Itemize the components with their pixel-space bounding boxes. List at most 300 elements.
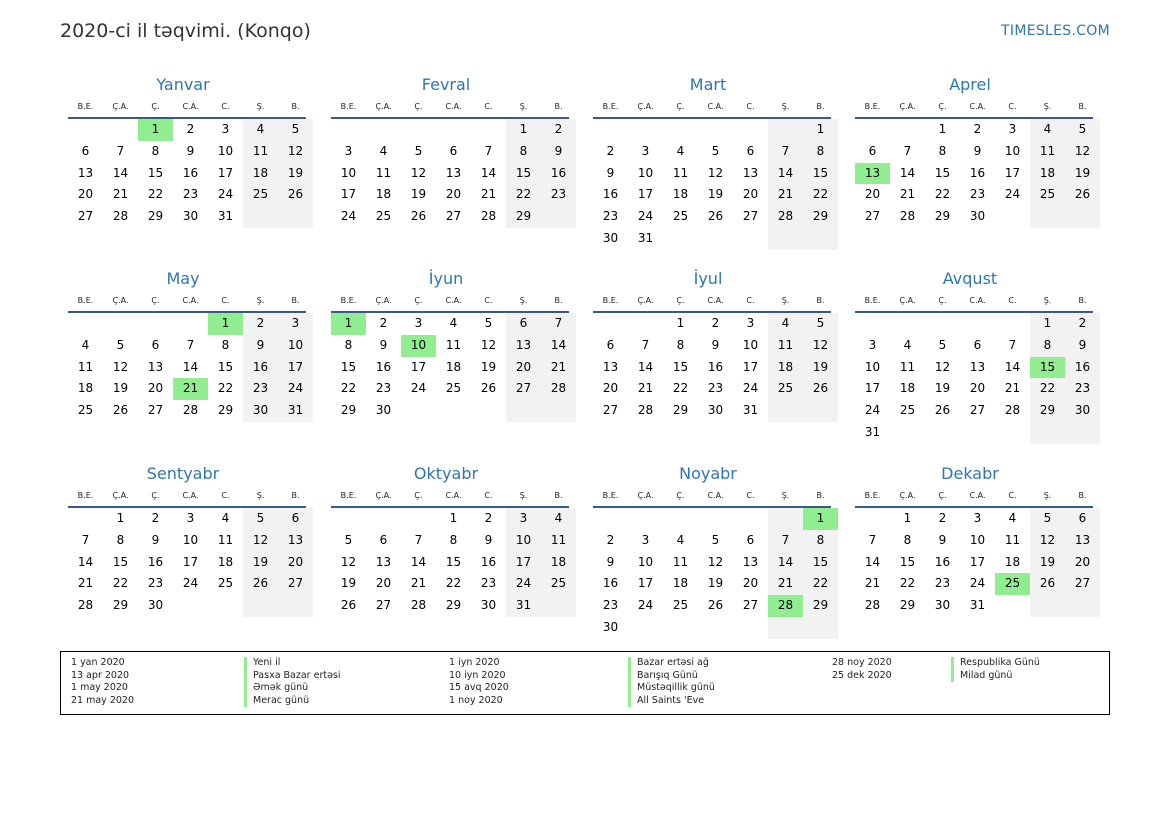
holiday-day-cell: 1 <box>138 119 173 141</box>
day-cell: 11 <box>899 359 916 374</box>
day-cell: 9 <box>541 141 576 163</box>
day-cell: 20 <box>375 576 392 591</box>
day-cell: 2 <box>379 316 388 330</box>
day-cell: 30 <box>480 598 497 613</box>
day-cell: 13 <box>969 359 986 374</box>
day-cell: 11 <box>445 337 462 352</box>
brand-link[interactable]: TIMESLES.COM <box>1001 23 1110 39</box>
day-cell: 6 <box>151 337 160 352</box>
day-cell: 7 <box>641 337 650 352</box>
day-cell: 10 <box>637 165 654 180</box>
day-cell: 5 <box>1030 508 1065 530</box>
empty-cell <box>768 228 803 250</box>
weekday-label: Ş. <box>781 102 790 111</box>
day-cell: 9 <box>606 554 615 569</box>
day-cell: 11 <box>541 530 576 552</box>
day-cell: 8 <box>116 532 125 547</box>
day-cell: 28 <box>864 598 881 613</box>
day-cell: 20 <box>969 381 986 396</box>
day-cell: 25 <box>77 403 94 418</box>
empty-cell <box>995 313 1030 335</box>
empty-cell <box>995 422 1030 444</box>
day-cell: 12 <box>480 337 497 352</box>
day-cell: 8 <box>449 532 458 547</box>
day-cell: 3 <box>641 143 650 158</box>
empty-cell <box>436 119 471 141</box>
day-cell: 4 <box>903 337 912 352</box>
empty-cell <box>436 400 471 422</box>
legend-entry: 25 dek 2020 <box>832 669 892 681</box>
day-cell: 2 <box>484 511 493 525</box>
weekday-label: C. <box>1008 491 1017 500</box>
weekday-label: Ş. <box>519 296 528 305</box>
weekday-label: Ç. <box>151 296 160 305</box>
day-cell: 2 <box>186 122 195 136</box>
legend-dates-3 <box>832 657 892 682</box>
day-cell: 3 <box>414 316 423 330</box>
weekday-header <box>593 485 831 508</box>
day-cell: 21 <box>768 573 803 595</box>
weekday-label: B.E. <box>340 491 357 500</box>
weekday-label: Ç. <box>938 296 947 305</box>
day-cell: 18 <box>243 163 278 185</box>
day-cell: 16 <box>707 359 724 374</box>
day-cell: 21 <box>77 576 94 591</box>
day-cell: 1 <box>116 511 125 525</box>
holiday-day-cell: 10 <box>401 335 436 357</box>
day-cell: 11 <box>672 554 689 569</box>
day-cell: 18 <box>375 187 392 202</box>
month-name: İyun <box>428 269 464 288</box>
day-cell: 23 <box>480 576 497 591</box>
day-cell: 11 <box>375 165 392 180</box>
empty-cell <box>890 422 925 444</box>
day-cell: 19 <box>1030 552 1065 574</box>
legend-entry: 1 iyn 2020 <box>449 657 500 668</box>
day-cell: 5 <box>344 532 353 547</box>
day-cell: 26 <box>112 403 129 418</box>
day-cell: 6 <box>973 337 982 352</box>
day-cell: 22 <box>803 573 838 595</box>
empty-cell <box>663 119 698 141</box>
day-cell: 29 <box>506 206 541 228</box>
weekday-label: Ç.A. <box>899 296 916 305</box>
day-cell: 8 <box>903 532 912 547</box>
day-cell: 6 <box>606 337 615 352</box>
weekday-label: B. <box>816 296 825 305</box>
day-cell: 17 <box>637 187 654 202</box>
day-cell: 9 <box>1065 335 1100 357</box>
day-cell: 29 <box>934 209 951 224</box>
empty-cell <box>401 508 436 530</box>
day-cell: 12 <box>803 335 838 357</box>
day-cell: 11 <box>672 165 689 180</box>
weekday-label: C. <box>484 491 493 500</box>
weekday-label: B.E. <box>340 296 357 305</box>
legend-entry: Milad günü <box>951 670 1040 683</box>
day-cell: 7 <box>768 530 803 552</box>
day-cell: 26 <box>803 378 838 400</box>
day-cell: 26 <box>243 573 278 595</box>
empty-cell <box>401 400 436 422</box>
day-cell: 15 <box>672 359 689 374</box>
day-cell: 14 <box>768 552 803 574</box>
weekday-label: Ç. <box>676 102 685 111</box>
day-cell: 13 <box>147 359 164 374</box>
empty-cell <box>803 400 838 422</box>
weekday-label: Ç.A. <box>375 296 392 305</box>
day-cell: 6 <box>81 143 90 158</box>
day-cell: 2 <box>711 316 720 330</box>
day-cell: 13 <box>506 335 541 357</box>
weekday-label: C.A. <box>182 102 199 111</box>
day-cell: 23 <box>1065 378 1100 400</box>
empty-cell <box>995 595 1030 617</box>
page-title: 2020-ci il təqvimi. (Konqo) <box>60 20 311 42</box>
day-cell: 22 <box>112 576 129 591</box>
empty-cell <box>331 119 366 141</box>
day-cell: 31 <box>742 403 759 418</box>
weekday-header <box>68 290 306 313</box>
weekday-label: C.A. <box>445 491 462 500</box>
day-cell: 2 <box>606 532 615 547</box>
day-cell: 12 <box>278 141 313 163</box>
day-cell: 7 <box>484 143 493 158</box>
legend-entry: 13 apr 2020 <box>71 669 130 681</box>
day-cell: 15 <box>445 554 462 569</box>
day-cell: 16 <box>147 554 164 569</box>
day-cell: 25 <box>243 184 278 206</box>
day-cell: 7 <box>541 313 576 335</box>
day-cell: 13 <box>77 165 94 180</box>
day-cell: 24 <box>637 598 654 613</box>
day-cell: 2 <box>541 119 576 141</box>
weekday-label: B. <box>1078 491 1087 500</box>
day-cell: 19 <box>934 381 951 396</box>
weekday-label: B.E. <box>77 491 94 500</box>
empty-cell <box>593 508 628 530</box>
empty-cell <box>960 313 995 335</box>
day-cell: 22 <box>803 184 838 206</box>
day-cell: 16 <box>541 163 576 185</box>
day-cell: 7 <box>81 532 90 547</box>
day-cell: 21 <box>1004 381 1021 396</box>
weekday-label: C.A. <box>707 491 724 500</box>
day-cell: 19 <box>340 576 357 591</box>
day-cell: 3 <box>278 313 313 335</box>
day-cell: 6 <box>746 143 755 158</box>
holiday-day-cell: 1 <box>803 508 838 530</box>
day-cell: 3 <box>746 316 755 330</box>
day-cell: 28 <box>637 403 654 418</box>
day-cell: 22 <box>672 381 689 396</box>
day-cell: 19 <box>112 381 129 396</box>
day-cell: 4 <box>676 143 685 158</box>
day-cell: 31 <box>864 424 881 439</box>
day-cell: 17 <box>278 357 313 379</box>
legend-entry: 21 may 2020 <box>71 694 135 706</box>
weekday-label: Ş. <box>1043 491 1052 500</box>
month-name: Yanvar <box>156 75 210 94</box>
day-cell: 23 <box>182 187 199 202</box>
day-cell: 18 <box>217 554 234 569</box>
day-cell: 15 <box>112 554 129 569</box>
days-grid <box>593 313 831 422</box>
day-cell: 28 <box>182 403 199 418</box>
weekday-label: Ç.A. <box>375 491 392 500</box>
month-name: Dekabr <box>941 464 999 483</box>
day-cell: 12 <box>340 554 357 569</box>
weekday-label: Ç.A. <box>112 102 129 111</box>
day-cell: 13 <box>1065 530 1100 552</box>
day-cell: 4 <box>221 511 230 525</box>
day-cell: 8 <box>938 143 947 158</box>
day-cell: 25 <box>899 403 916 418</box>
day-cell: 29 <box>112 598 129 613</box>
day-cell: 18 <box>672 576 689 591</box>
weekday-label: C. <box>221 491 230 500</box>
empty-cell <box>1065 422 1100 444</box>
month-name: Oktyabr <box>413 464 479 483</box>
day-cell: 25 <box>375 209 392 224</box>
day-cell: 23 <box>375 381 392 396</box>
weekday-label: Ş. <box>256 491 265 500</box>
day-cell: 7 <box>1008 337 1017 352</box>
day-cell: 10 <box>340 165 357 180</box>
day-cell: 24 <box>410 381 427 396</box>
weekday-header <box>68 96 306 119</box>
day-cell: 5 <box>711 532 720 547</box>
day-cell: 18 <box>541 552 576 574</box>
weekday-label: B.E. <box>77 102 94 111</box>
empty-cell <box>1065 595 1100 617</box>
empty-cell <box>803 228 838 250</box>
weekday-label: Ç. <box>151 491 160 500</box>
day-cell: 2 <box>606 143 615 158</box>
day-cell: 23 <box>541 184 576 206</box>
day-cell: 13 <box>742 554 759 569</box>
day-cell: 17 <box>410 359 427 374</box>
weekday-header <box>331 485 569 508</box>
empty-cell <box>1030 595 1065 617</box>
month-2 <box>323 74 569 228</box>
month-4 <box>847 74 1093 228</box>
day-cell: 14 <box>768 163 803 185</box>
day-cell: 5 <box>484 316 493 330</box>
day-cell: 1 <box>1030 313 1065 335</box>
month-name: Avqust <box>942 269 998 288</box>
day-cell: 21 <box>768 184 803 206</box>
legend-entry: Müstəqillik günü <box>628 682 715 695</box>
weekday-label: C.A. <box>445 102 462 111</box>
legend-entry: Barışıq Günü <box>628 670 715 683</box>
weekday-label: C.A. <box>445 296 462 305</box>
weekday-label: Ç.A. <box>637 296 654 305</box>
weekday-label: C.A. <box>969 296 986 305</box>
empty-cell <box>890 119 925 141</box>
empty-cell <box>698 228 733 250</box>
day-cell: 27 <box>1065 573 1100 595</box>
day-cell: 4 <box>541 508 576 530</box>
month-10 <box>323 463 569 617</box>
day-cell: 28 <box>899 209 916 224</box>
day-cell: 4 <box>449 316 458 330</box>
legend-entry: 1 noy 2020 <box>449 694 503 706</box>
day-cell: 3 <box>1008 122 1017 136</box>
day-cell: 11 <box>217 532 234 547</box>
weekday-label: B. <box>291 296 300 305</box>
empty-cell <box>593 313 628 335</box>
empty-cell <box>663 508 698 530</box>
weekday-label: B.E. <box>864 102 881 111</box>
days-grid <box>68 119 306 228</box>
weekday-label: Ç.A. <box>637 102 654 111</box>
day-cell: 22 <box>1030 378 1065 400</box>
day-cell: 7 <box>116 143 125 158</box>
days-grid <box>855 313 1093 444</box>
empty-cell <box>366 119 401 141</box>
day-cell: 6 <box>746 532 755 547</box>
day-cell: 9 <box>186 143 195 158</box>
day-cell: 15 <box>147 165 164 180</box>
empty-cell <box>855 508 890 530</box>
legend-entry: Merac günü <box>244 695 341 708</box>
day-cell: 24 <box>969 576 986 591</box>
day-cell: 24 <box>278 378 313 400</box>
weekday-label: Ç. <box>151 102 160 111</box>
month-name: Noyabr <box>679 464 737 483</box>
day-cell: 16 <box>602 187 619 202</box>
day-cell: 4 <box>768 313 803 335</box>
empty-cell <box>733 617 768 639</box>
day-cell: 20 <box>742 187 759 202</box>
empty-cell <box>628 508 663 530</box>
day-cell: 12 <box>243 530 278 552</box>
day-cell: 26 <box>1065 184 1100 206</box>
day-cell: 13 <box>742 165 759 180</box>
day-cell: 1 <box>449 511 458 525</box>
month-8 <box>847 268 1093 444</box>
day-cell: 9 <box>243 335 278 357</box>
weekday-label: Ç.A. <box>899 491 916 500</box>
weekday-label: Ç. <box>414 102 423 111</box>
legend-entry: Bazar ertəsi ağ <box>628 657 715 670</box>
day-cell: 10 <box>217 143 234 158</box>
day-cell: 2 <box>243 313 278 335</box>
holiday-day-cell: 21 <box>173 378 208 400</box>
empty-cell <box>768 400 803 422</box>
empty-cell <box>401 119 436 141</box>
empty-cell <box>628 313 663 335</box>
days-grid <box>593 119 831 250</box>
day-cell: 12 <box>934 359 951 374</box>
empty-cell <box>890 313 925 335</box>
empty-cell <box>278 206 313 228</box>
day-cell: 3 <box>186 511 195 525</box>
empty-cell <box>278 595 313 617</box>
day-cell: 18 <box>445 359 462 374</box>
day-cell: 26 <box>707 209 724 224</box>
days-grid <box>593 508 831 639</box>
day-cell: 23 <box>602 209 619 224</box>
day-cell: 21 <box>410 576 427 591</box>
legend-entry: 15 avq 2020 <box>449 682 509 693</box>
day-cell: 20 <box>445 187 462 202</box>
day-cell: 12 <box>1065 141 1100 163</box>
weekday-label: Ç.A. <box>112 491 129 500</box>
day-cell: 12 <box>707 165 724 180</box>
day-cell: 20 <box>1065 552 1100 574</box>
day-cell: 24 <box>217 187 234 202</box>
day-cell: 30 <box>243 400 278 422</box>
weekday-header <box>331 290 569 313</box>
day-cell: 22 <box>217 381 234 396</box>
day-cell: 9 <box>151 532 160 547</box>
holiday-day-cell: 28 <box>768 595 803 617</box>
day-cell: 24 <box>864 403 881 418</box>
day-cell: 14 <box>410 554 427 569</box>
day-cell: 7 <box>768 141 803 163</box>
day-cell: 27 <box>742 598 759 613</box>
day-cell: 2 <box>938 511 947 525</box>
day-cell: 12 <box>410 165 427 180</box>
empty-cell <box>698 617 733 639</box>
empty-cell <box>698 119 733 141</box>
empty-cell <box>68 119 103 141</box>
day-cell: 5 <box>278 119 313 141</box>
weekday-label: Ş. <box>256 102 265 111</box>
month-name: Mart <box>689 75 727 94</box>
empty-cell <box>768 617 803 639</box>
day-cell: 5 <box>243 508 278 530</box>
day-cell: 1 <box>903 511 912 525</box>
day-cell: 1 <box>506 119 541 141</box>
day-cell: 19 <box>803 357 838 379</box>
day-cell: 28 <box>480 209 497 224</box>
weekday-header <box>855 290 1093 313</box>
empty-cell <box>366 508 401 530</box>
legend-names-1 <box>244 657 341 707</box>
day-cell: 15 <box>803 552 838 574</box>
day-cell: 4 <box>676 532 685 547</box>
day-cell: 1 <box>676 316 685 330</box>
month-6 <box>323 268 569 422</box>
day-cell: 18 <box>672 187 689 202</box>
day-cell: 29 <box>217 403 234 418</box>
day-cell: 19 <box>1065 163 1100 185</box>
days-grid <box>68 313 306 422</box>
weekday-label: B. <box>1078 102 1087 111</box>
weekday-label: Ş. <box>256 296 265 305</box>
month-12 <box>847 463 1093 617</box>
day-cell: 11 <box>768 335 803 357</box>
empty-cell <box>628 119 663 141</box>
day-cell: 27 <box>506 378 541 400</box>
weekday-label: C.A. <box>707 296 724 305</box>
empty-cell <box>103 313 138 335</box>
month-name: Sentyabr <box>146 464 220 483</box>
day-cell: 3 <box>973 511 982 525</box>
day-cell: 4 <box>81 337 90 352</box>
weekday-label: Ç.A. <box>899 102 916 111</box>
day-cell: 2 <box>973 122 982 136</box>
holiday-day-cell: 25 <box>995 573 1030 595</box>
day-cell: 9 <box>973 143 982 158</box>
weekday-label: B.E. <box>340 102 357 111</box>
month-1 <box>60 74 306 228</box>
day-cell: 21 <box>899 187 916 202</box>
day-cell: 11 <box>1030 141 1065 163</box>
